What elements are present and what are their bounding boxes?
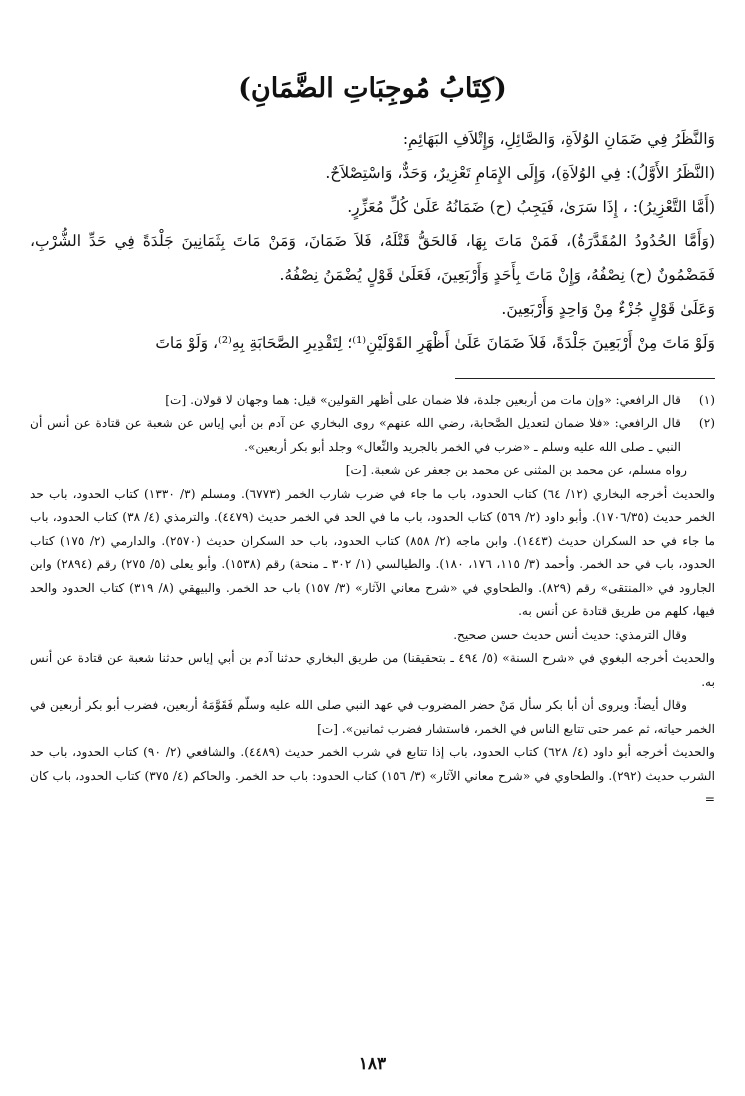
footnote-1-text: قال الرافعي: «وإن مات من أربعين جلدة، فلا ضمان على أظهر القولين» قيل: هما وجهان لا قولان. [ت] [165, 392, 681, 407]
footnote-separator [455, 378, 715, 379]
footnotes [30, 389, 715, 812]
footnote-2-number: (٢) [698, 416, 715, 431]
main-paragraph-4: (وَأَمَّا الحُدُودُ المُقَدَّرَةُ)، فَمَنْ مَاتَ بِهَا، فَالحَقُّ قَتْلَهُ، فَلاَ ضَمَانَ، وَمَنْ مَاتَ بِثَمَانِينَ جَلْدَةً فِي حَدِّ الشُّرْبِ، فَمَضْمُونٌ (ح) نِصْفُهُ، وَإِنْ مَاتَ بِأَحَدٍ وَأَرْبَعِينَ، فَعَلَىٰ قَوْلٍ يُضْمَنُ نِصْفُهُ. [30, 231, 715, 284]
footnote-2-paragraph-3: وقال الترمذي: حديث أنس حديث حسن صحيح. [453, 627, 687, 642]
footnote-2 [30, 412, 715, 459]
main-paragraph-2: (النَّظَرُ الأَوَّلُ): فِي الوُلاَةِ)، وَإِلَى الإِمَامِ تَعْزِيرٌ، وَحَدٌّ، وَاسْتِصْلاَحٌ. [325, 163, 715, 182]
footnote-1 [30, 389, 715, 413]
footnote-2-text: قال الرافعي: «فلا ضمان لتعديل الصَّحابة، رضي الله عنهم» روى البخاري عن آدم بن أبي إياس عن شعبة عن قتادة عن أنس أن النبي ـ صلى الله عليه وسلم ـ «ضرب في الخمر بالجريد والنِّعال» وجلد أبو بكر أربعين». [30, 416, 681, 454]
chapter-title: (كِتَابُ مُوجِبَاتِ الضَّمَانِ) [238, 73, 507, 104]
main-paragraph-6: وَلَوْ مَاتَ مِنْ أَرْبَعِينَ جَلْدَةً، فَلاَ ضَمَانَ عَلَىٰ أَظْهَرِ القَوْلَيْنِ⁽¹⁾؛ لِتَقْدِيرِ الصَّحَابَةِ بِهِ⁽²⁾، وَلَوْ مَاتَ [155, 333, 715, 352]
footnote-2-paragraph-2: والحديث أخرجه البخاري (١٢/ ٦٤) كتاب الحدود، باب ما جاء في ضرب شارب الخمر (٦٧٧٣). ومسلم (٣/ ١٣٣٠) كتاب الحدود، باب حد الخمر حديث (١٧٠٦/٣٥). وأبو داود (٢/ ٥٦٩) كتاب الحدود، باب ما في الحد في الخمر حديث (٤٤٧٩). والترمذي (٤/ ٣٨) كتاب الحدود، باب ما جاء في حد السكران حديث (١٤٤٣). وابن ماجه (٢/ ٨٥٨) كتاب الحدود، باب حد السكران حديث (٢٥٧٠). والدارمي (٢/ ١٧٥) كتاب الحدود، باب في حد الخمر. وأحمد (٣/ ١١٥، ١٧٦، ١٨٠). والطيالسي (١/ ٣٠٢ ـ منحة) رقم (١٥٣٨). وأبو يعلى (٥/ ٢٧٥) رقم (٢٨٩٤) وابن الجارود في «المنتقى» رقم (٨٢٩). والطحاوي في «شرح معاني الآثار» (٣/ ١٥٧) باب حد الخمر. والبيهقي (٨/ ٣١٩) كتاب الحدود والحد فيها، كلهم من طريق قتادة عن أنس به. [30, 486, 716, 619]
footnote-2-paragraph-1: رواه مسلم، عن محمد بن المثنى عن محمد بن جعفر عن شعبة. [ت] [345, 463, 687, 478]
main-paragraph-1: وَالنَّظَرُ فِي ضَمَانِ الوُلاَةِ، وَالصَّائِلِ، وَإِتْلاَفِ البَهَائِمِ: [402, 129, 715, 148]
footnote-1-number: (١) [698, 392, 715, 407]
footnote-2-paragraph-4: والحديث أخرجه البغوي في «شرح السنة» (٥/ ٤٩٤ ـ بتحقيقنا) من طريق البخاري حدثنا آدم بن أبي إياس حدثنا شعبة عن قتادة عن أنس به. [30, 651, 716, 689]
main-paragraph-5: وَعَلَىٰ قَوْلٍ جُزْءٌ مِنْ وَاحِدٍ وَأَرْبَعِينَ. [501, 299, 715, 318]
footnote-2-paragraph-6: والحديث أخرجه أبو داود (٤/ ٦٢٨) كتاب الحدود، باب إذا تتابع في شرب الخمر حديث (٤٤٨٩). والشافعي (٢/ ٩٠) كتاب الحدود، باب حد الشرب حديث (٢٩٢). والطحاوي في «شرح معاني الآثار» (٣/ ١٥٦) كتاب الحدود: باب حد الخمر. والحاكم (٤/ ٣٧٥) كتاب الحدود، باب كان = [30, 745, 716, 807]
main-paragraph-3: (أَمَّا التَّعْزِيرُ): ، إِذَا سَرَىٰ، فَيَجِبُ (ح) ضَمَانُهُ عَلَىٰ كُلِّ مُعَزِّرٍ. [347, 197, 715, 216]
footnote-2-paragraph-5: وقال أيضاً: ويروى أن أبا بكر سأل مَنْ حضر المضروب في عهد النبي صلى الله عليه وسلّم فَقَوَّمَهُ أربعين، فضرب أبو بكر أربعين في الخمر حياته، ثم عمر حتى تتابع الناس في الخمر، فاستشار فضرب ثمانين». [ت] [30, 698, 715, 736]
main-text [30, 122, 715, 360]
page-number: ١٨٣ [358, 1054, 387, 1074]
